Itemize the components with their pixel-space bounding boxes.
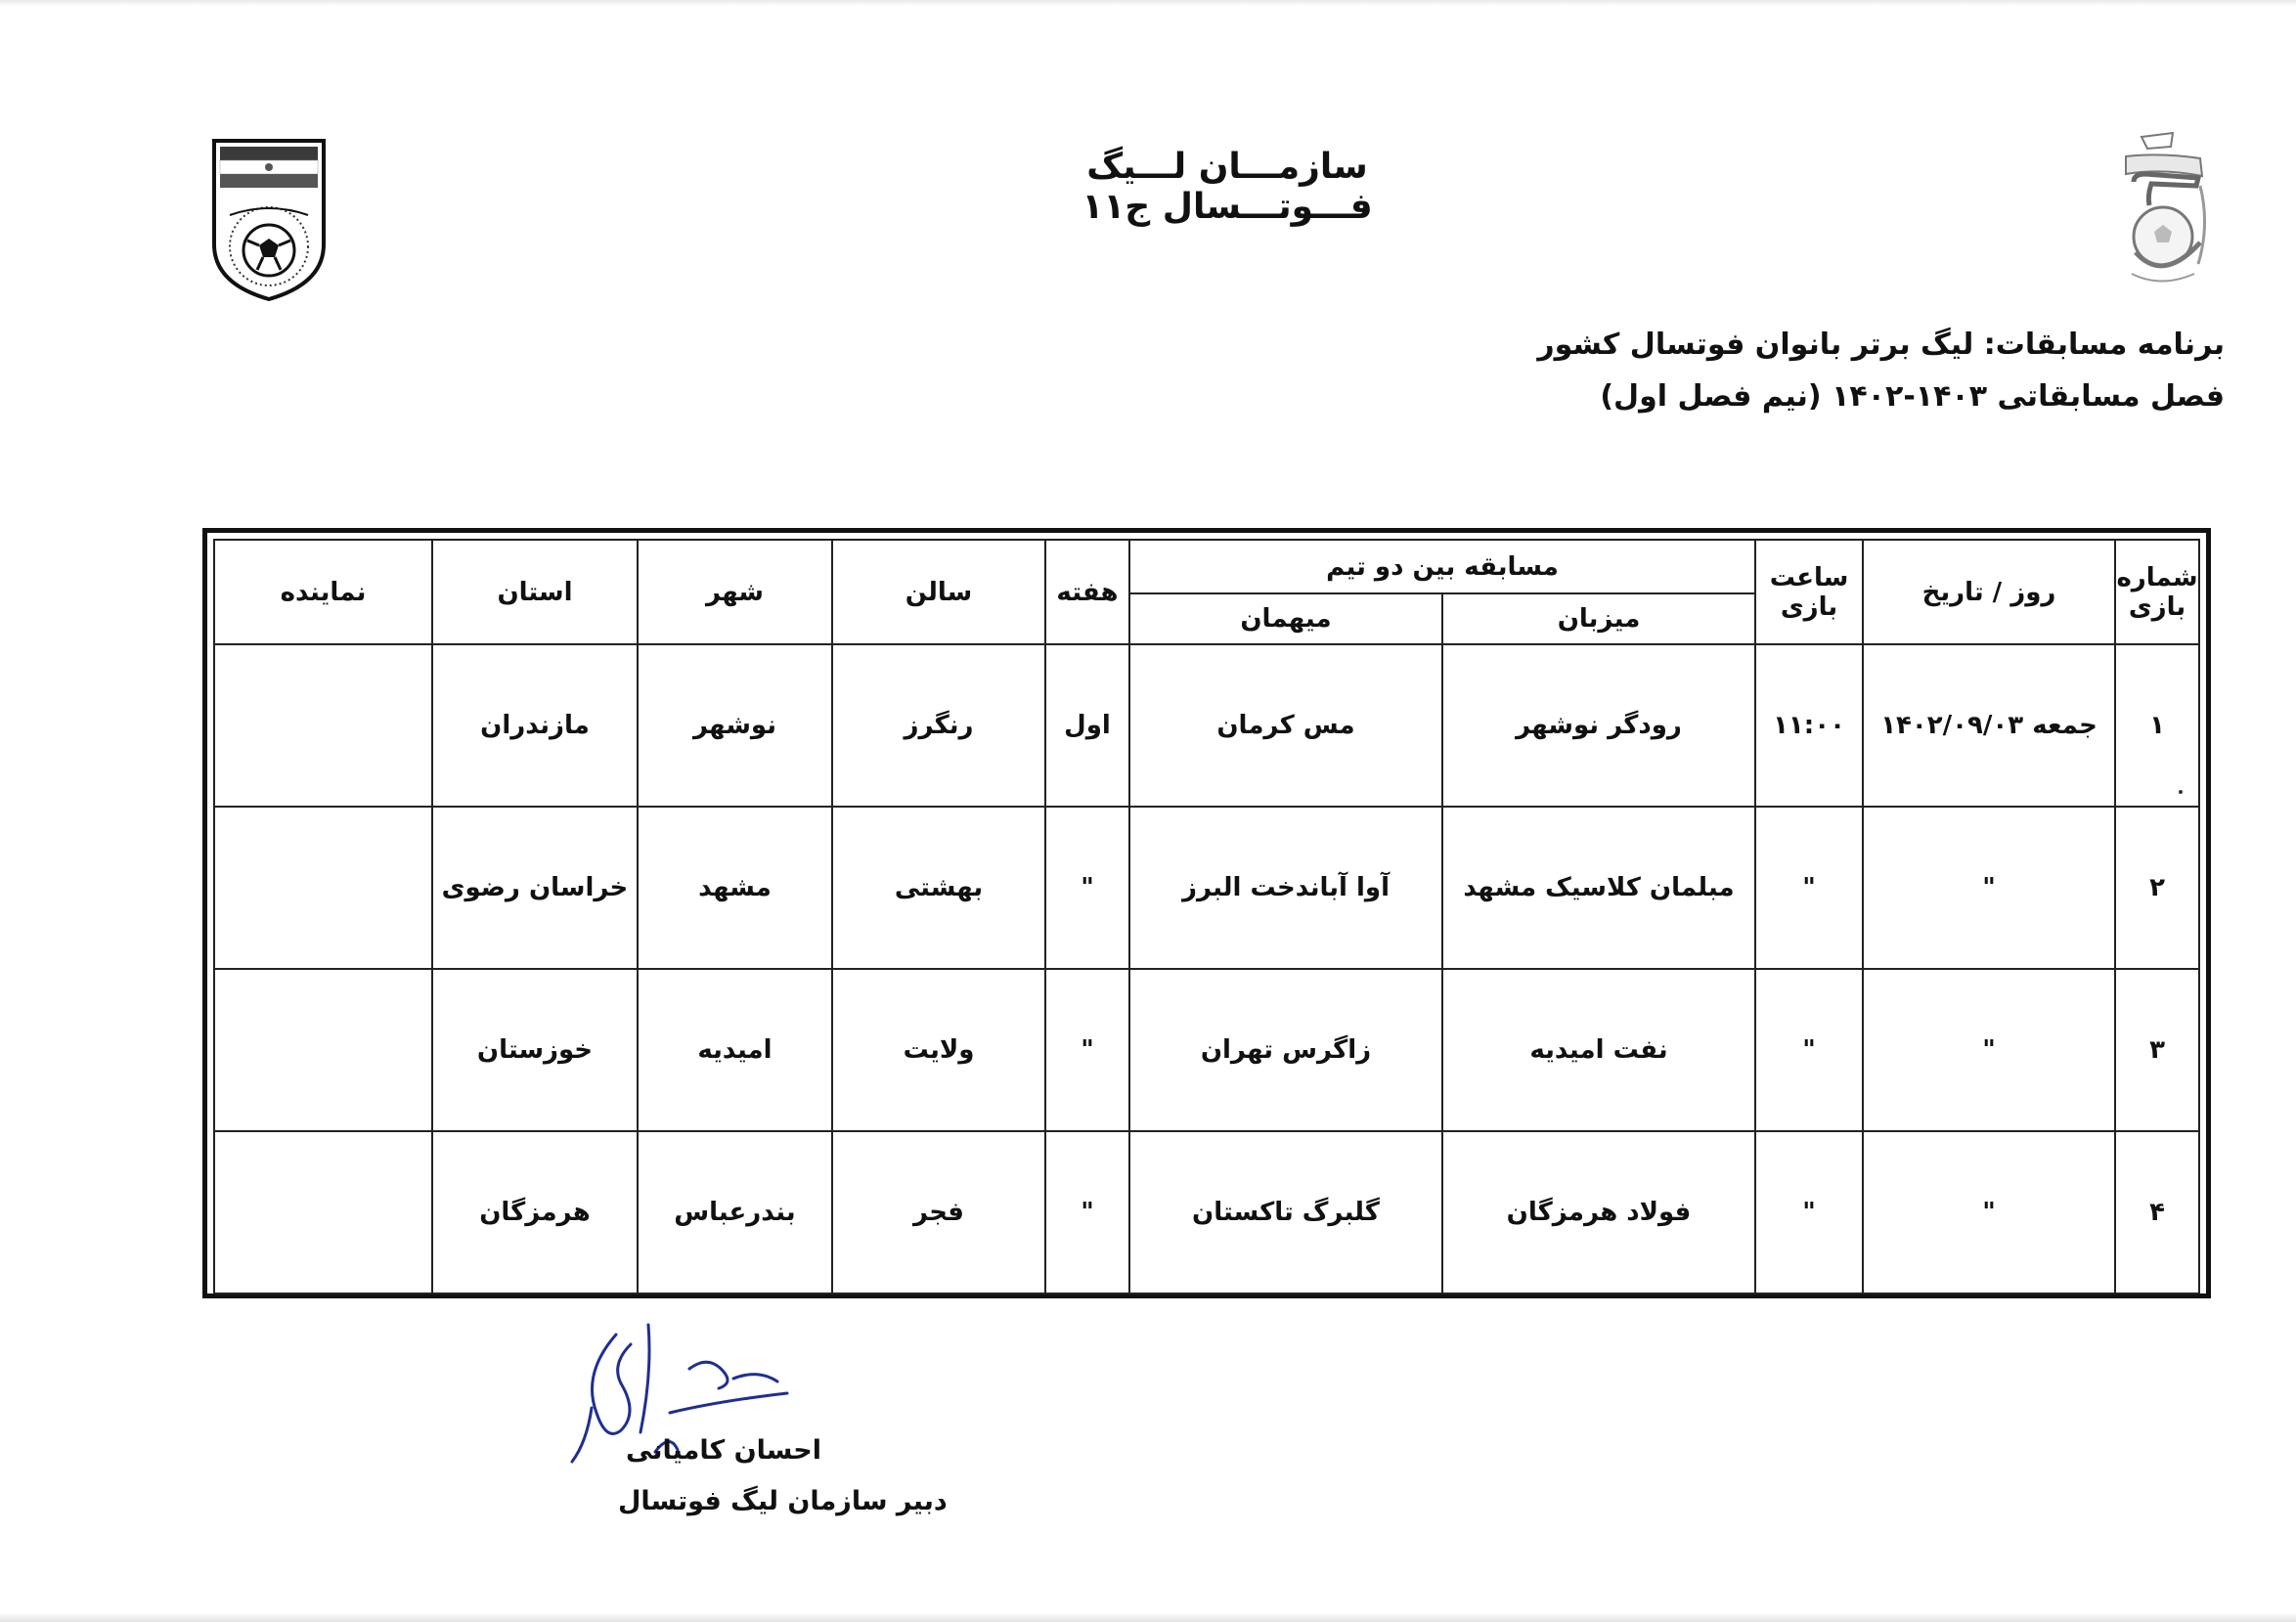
table-row bbox=[214, 1131, 2199, 1293]
cell-day-date: " bbox=[1863, 807, 2115, 969]
cell-day-date: جمعه ۱۴۰۲/۰۹/۰۳ bbox=[1863, 644, 2115, 807]
table-row bbox=[214, 644, 2199, 807]
cell-city: مشهد bbox=[638, 807, 832, 969]
cell-week: " bbox=[1045, 1131, 1129, 1293]
cell-province: مازندران bbox=[432, 644, 638, 807]
signatory-title: دبیر سازمان لیگ فوتسال bbox=[618, 1486, 948, 1516]
header-province: استان bbox=[432, 540, 638, 644]
schedule-table bbox=[213, 539, 2200, 1294]
cell-week: " bbox=[1045, 969, 1129, 1131]
cell-host: مبلمان کلاسیک مشهد bbox=[1442, 807, 1755, 969]
cell-time: " bbox=[1755, 807, 1863, 969]
cell-city: بندرعباس bbox=[638, 1131, 832, 1293]
cell-guest: آوا آباندخت البرز bbox=[1129, 807, 1442, 969]
header-match-group: مسابقه بین دو تیم bbox=[1129, 540, 1755, 593]
cell-city: نوشهر bbox=[638, 644, 832, 807]
header-guest: میهمان bbox=[1129, 593, 1442, 644]
cell-day-date: " bbox=[1863, 969, 2115, 1131]
header-row-1 bbox=[214, 540, 2199, 593]
scan-bottom-edge bbox=[0, 1612, 2296, 1622]
cell-hall: فجر bbox=[832, 1131, 1045, 1293]
cell-hall: بهشتی bbox=[832, 807, 1045, 969]
season-label: فصل مسابقاتی ۱۴۰۳-۱۴۰۲ (نیم فصل اول) bbox=[1600, 379, 2225, 414]
futsal-league-logo-icon bbox=[2112, 127, 2220, 293]
cell-host: رودگر نوشهر bbox=[1442, 644, 1755, 807]
cell-week: " bbox=[1045, 807, 1129, 969]
cell-representative bbox=[214, 969, 432, 1131]
header-hall: سالن bbox=[832, 540, 1045, 644]
cell-representative bbox=[214, 1131, 432, 1293]
header-time: ساعت بازی bbox=[1755, 540, 1863, 644]
table-row bbox=[214, 969, 2199, 1131]
table-row bbox=[214, 807, 2199, 969]
cell-hall: ولایت bbox=[832, 969, 1045, 1131]
cell-week: اول bbox=[1045, 644, 1129, 807]
cell-city: امیدیه bbox=[638, 969, 832, 1131]
header-week: هفته bbox=[1045, 540, 1129, 644]
scan-top-edge bbox=[0, 0, 2296, 6]
program-title: برنامه مسابقات: لیگ برتر بانوان فوتسال کشور bbox=[1537, 328, 2225, 362]
header-game-number: شماره بازی bbox=[2115, 540, 2199, 644]
cell-province: هرمزگان bbox=[432, 1131, 638, 1293]
cell-game-number: ۱ bbox=[2115, 644, 2199, 807]
cell-guest: گلبرگ تاکستان bbox=[1129, 1131, 1442, 1293]
cell-host: نفت امیدیه bbox=[1442, 969, 1755, 1131]
organization-title: سازمـــان لـــیگ فـــوتـــسال ج۱۱ bbox=[1082, 147, 1373, 227]
cell-guest: زاگرس تهران bbox=[1129, 969, 1442, 1131]
cell-time: ۱۱:۰۰ bbox=[1755, 644, 1863, 807]
cell-representative bbox=[214, 644, 432, 807]
cell-province: خراسان رضوی bbox=[432, 807, 638, 969]
cell-time: " bbox=[1755, 969, 1863, 1131]
cell-province: خوزستان bbox=[432, 969, 638, 1131]
cell-game-number: ۲ bbox=[2115, 807, 2199, 969]
schedule-table-frame bbox=[202, 528, 2211, 1298]
cell-game-number: ۴ bbox=[2115, 1131, 2199, 1293]
scan-dot-mark bbox=[2179, 790, 2183, 794]
cell-time: " bbox=[1755, 1131, 1863, 1293]
cell-hall: رنگرز bbox=[832, 644, 1045, 807]
cell-representative bbox=[214, 807, 432, 969]
header-city: شهر bbox=[638, 540, 832, 644]
header-representative: نماینده bbox=[214, 540, 432, 644]
cell-guest: مس کرمان bbox=[1129, 644, 1442, 807]
cell-day-date: " bbox=[1863, 1131, 2115, 1293]
football-federation-logo-icon bbox=[210, 137, 328, 303]
header-host: میزبان bbox=[1442, 593, 1755, 644]
signatory-name: احسان کامیانی bbox=[626, 1435, 821, 1466]
header-day-date: روز / تاریخ bbox=[1863, 540, 2115, 644]
cell-host: فولاد هرمزگان bbox=[1442, 1131, 1755, 1293]
cell-game-number: ۳ bbox=[2115, 969, 2199, 1131]
